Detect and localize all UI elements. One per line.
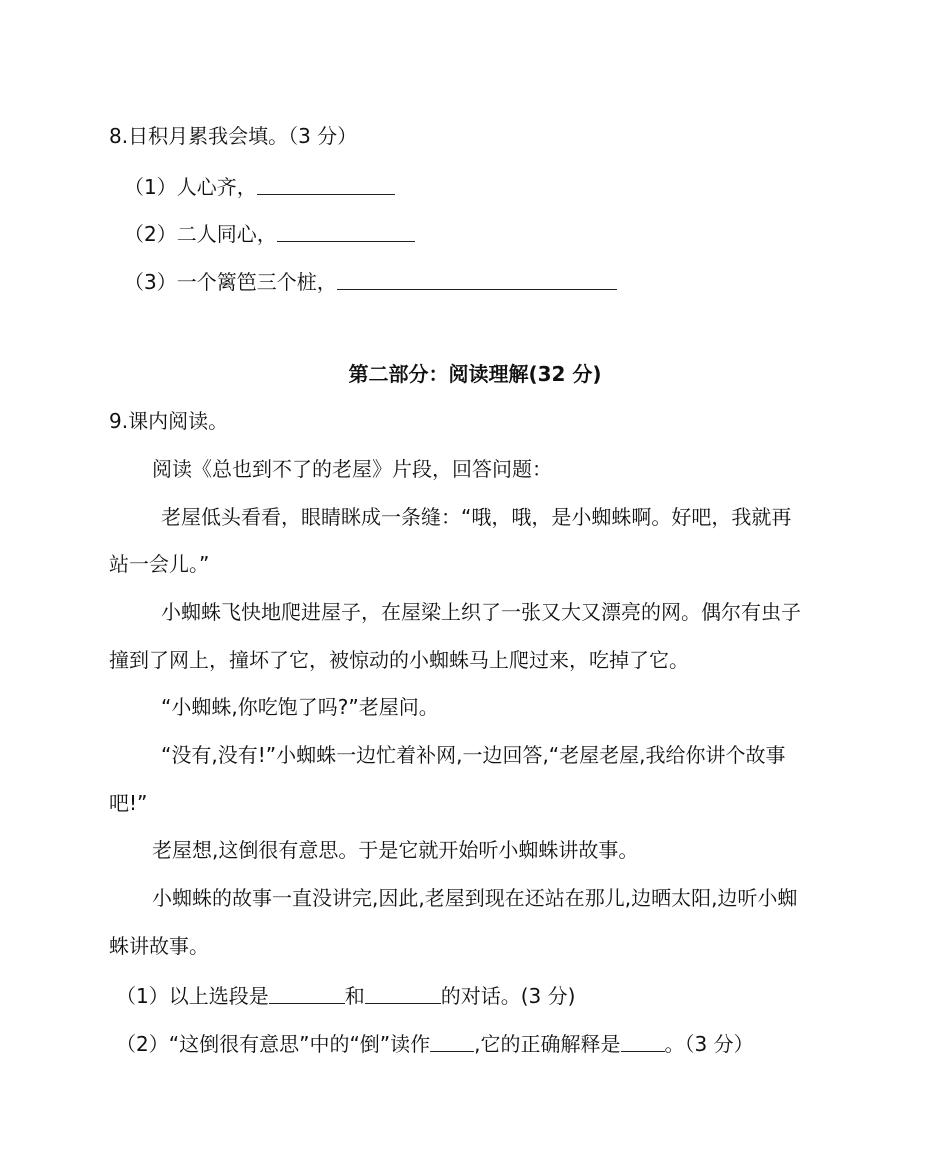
question-9-sub-1 <box>116 983 575 1006</box>
passage-line-3: 小蜘蛛飞快地爬进屋子，在屋梁上织了一张又大又漂亮的网。偶尔有虫子 <box>161 600 801 624</box>
passage-line-4: 撞到了网上，撞坏了它，被惊动的小蜘蛛马上爬过来，吃掉了它。 <box>109 648 689 672</box>
question-8-title: 8.日积月累我会填。（3 分） <box>109 124 358 148</box>
sub-1-blank-a[interactable] <box>269 983 345 1004</box>
sub-1-blank-b[interactable] <box>365 983 441 1004</box>
passage-line-10: 蛛讲故事。 <box>109 934 209 958</box>
item-3-label: （3）一个篱笆三个桩， <box>124 270 337 294</box>
passage-line-2: 站一会儿。” <box>109 552 210 576</box>
passage-line-5: “小蜘蛛,你吃饱了吗?”老屋问。 <box>161 695 439 719</box>
answer-blank-1[interactable] <box>257 174 395 195</box>
question-9-title: 9.课内阅读。 <box>109 409 229 433</box>
question-8-item-3 <box>124 269 617 292</box>
question-8-item-1 <box>124 174 395 197</box>
sub-2-blank-a[interactable] <box>430 1031 474 1052</box>
sub-2-text-b: ,它的正确解释是 <box>474 1032 621 1056</box>
item-2-label: （2）二人同心， <box>124 222 277 246</box>
sub-1-text-b: 和 <box>344 984 365 1008</box>
section-2-heading: 第二部分：阅读理解(32 分) <box>348 362 602 386</box>
sub-1-text-a: （1）以上选段是 <box>116 984 269 1008</box>
answer-blank-2[interactable] <box>277 221 415 242</box>
question-8-item-2 <box>124 221 415 244</box>
passage-line-9: 小蜘蛛的故事一直没讲完,因此,老屋到现在还站在那儿,边晒太阳,边听小蜘 <box>152 886 798 910</box>
question-9-sub-2 <box>116 1031 754 1054</box>
passage-line-8: 老屋想,这倒很有意思。于是它就开始听小蜘蛛讲故事。 <box>152 838 639 862</box>
sub-2-text-c: 。（3 分） <box>664 1032 754 1056</box>
answer-blank-3[interactable] <box>337 269 617 290</box>
item-1-label: （1）人心齐， <box>124 175 257 199</box>
passage-line-1: 老屋低头看看，眼睛眯成一条缝：“哦，哦，是小蜘蛛啊。好吧，我就再 <box>161 505 792 529</box>
sub-2-blank-b[interactable] <box>621 1031 665 1052</box>
sub-1-text-c: 的对话。(3 分) <box>440 984 576 1008</box>
sub-2-text-a: （2）“这倒很有意思”中的“倒”读作 <box>116 1032 431 1056</box>
passage-line-6: “没有,没有!”小蜘蛛一边忙着补网,一边回答,“老屋老屋,我给你讲个故事 <box>161 743 786 767</box>
reading-instruction: 阅读《总也到不了的老屋》片段，回答问题： <box>152 457 552 481</box>
passage-line-7: 吧!” <box>109 791 148 815</box>
